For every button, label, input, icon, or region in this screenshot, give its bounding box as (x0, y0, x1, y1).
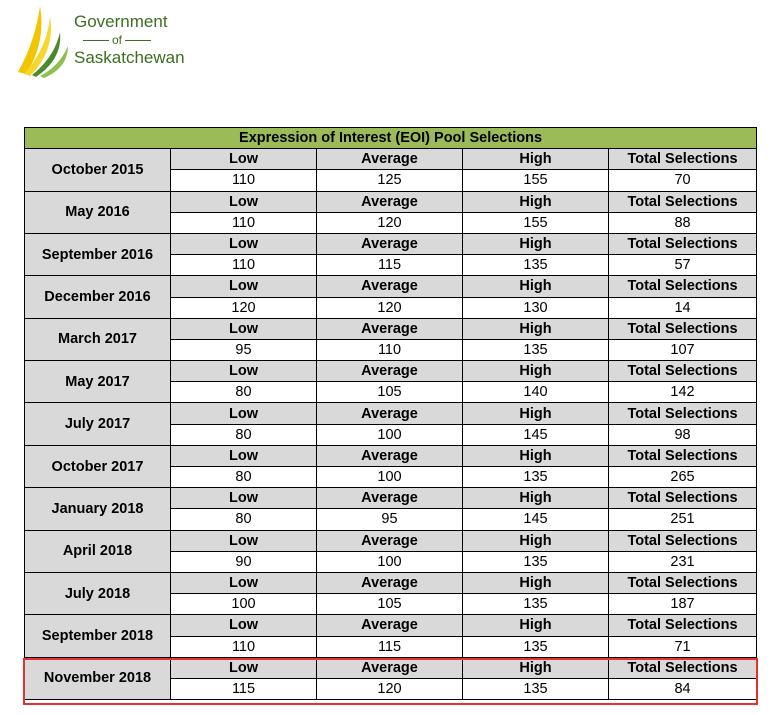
column-label: Average (317, 530, 463, 551)
column-label: High (463, 445, 609, 466)
average-value-cell: 100 (317, 424, 463, 445)
date-cell: October 2015 (25, 149, 171, 191)
average-value-cell: 120 (317, 297, 463, 318)
total-value-cell: 57 (609, 255, 757, 276)
total-value-cell: 142 (609, 382, 757, 403)
date-cell: December 2016 (25, 276, 171, 318)
average-value-cell: 100 (317, 467, 463, 488)
column-label: Total Selections (609, 403, 757, 424)
high-value-cell: 135 (463, 467, 609, 488)
column-label: High (463, 276, 609, 297)
eoi-selections-table (24, 127, 757, 700)
column-label: Average (317, 233, 463, 254)
column-label: Low (171, 149, 317, 170)
column-label: Low (171, 572, 317, 593)
total-value-cell: 98 (609, 424, 757, 445)
total-value-cell: 187 (609, 594, 757, 615)
table-row (25, 276, 757, 297)
date-cell: May 2016 (25, 191, 171, 233)
column-label: Low (171, 361, 317, 382)
table-row (25, 233, 757, 254)
total-value-cell: 107 (609, 339, 757, 360)
date-cell: October 2017 (25, 445, 171, 487)
total-value-cell: 84 (609, 678, 757, 699)
column-label: Average (317, 403, 463, 424)
column-label: Total Selections (609, 276, 757, 297)
column-label: Low (171, 615, 317, 636)
high-value-cell: 135 (463, 255, 609, 276)
table-row (25, 149, 757, 170)
logo-line-saskatchewan: Saskatchewan (74, 48, 185, 67)
column-label: Low (171, 403, 317, 424)
total-value-cell: 70 (609, 170, 757, 191)
column-label: High (463, 403, 609, 424)
column-label: High (463, 318, 609, 339)
table-title: Expression of Interest (EOI) Pool Selections (25, 128, 757, 149)
total-value-cell: 231 (609, 551, 757, 572)
table-row (25, 572, 757, 593)
low-value-cell: 100 (171, 594, 317, 615)
total-value-cell: 88 (609, 212, 757, 233)
column-label: Average (317, 657, 463, 678)
table-row (25, 403, 757, 424)
column-label: Average (317, 445, 463, 466)
high-value-cell: 135 (463, 551, 609, 572)
column-label: Average (317, 191, 463, 212)
date-cell: April 2018 (25, 530, 171, 572)
average-value-cell: 100 (317, 551, 463, 572)
column-label: Low (171, 488, 317, 509)
column-label: Average (317, 276, 463, 297)
average-value-cell: 115 (317, 255, 463, 276)
total-value-cell: 265 (609, 467, 757, 488)
column-label: Low (171, 530, 317, 551)
date-cell: September 2016 (25, 233, 171, 275)
column-label: Total Selections (609, 191, 757, 212)
date-cell: January 2018 (25, 488, 171, 530)
low-value-cell: 95 (171, 339, 317, 360)
column-label: Low (171, 445, 317, 466)
column-label: Low (171, 276, 317, 297)
date-cell: March 2017 (25, 318, 171, 360)
high-value-cell: 140 (463, 382, 609, 403)
column-label: Total Selections (609, 615, 757, 636)
table-row (25, 530, 757, 551)
column-label: Total Selections (609, 361, 757, 382)
column-label: Low (171, 318, 317, 339)
column-label: Average (317, 615, 463, 636)
column-label: Total Selections (609, 572, 757, 593)
low-value-cell: 115 (171, 678, 317, 699)
column-label: High (463, 488, 609, 509)
column-label: High (463, 572, 609, 593)
column-label: High (463, 233, 609, 254)
high-value-cell: 130 (463, 297, 609, 318)
column-label: High (463, 657, 609, 678)
low-value-cell: 120 (171, 297, 317, 318)
average-value-cell: 115 (317, 636, 463, 657)
table-row (25, 361, 757, 382)
table-row (25, 191, 757, 212)
column-label: Average (317, 572, 463, 593)
column-label: Total Selections (609, 149, 757, 170)
table-row (25, 615, 757, 636)
column-label: Low (171, 233, 317, 254)
column-label: Average (317, 318, 463, 339)
column-label: Total Selections (609, 318, 757, 339)
low-value-cell: 80 (171, 467, 317, 488)
high-value-cell: 135 (463, 678, 609, 699)
high-value-cell: 155 (463, 212, 609, 233)
total-value-cell: 251 (609, 509, 757, 530)
total-value-cell: 14 (609, 297, 757, 318)
total-value-cell: 71 (609, 636, 757, 657)
column-label: Average (317, 488, 463, 509)
column-label: Average (317, 149, 463, 170)
low-value-cell: 80 (171, 424, 317, 445)
high-value-cell: 135 (463, 339, 609, 360)
date-cell: July 2018 (25, 572, 171, 614)
column-label: Average (317, 361, 463, 382)
low-value-cell: 110 (171, 255, 317, 276)
table-row (25, 657, 757, 678)
high-value-cell: 145 (463, 424, 609, 445)
average-value-cell: 120 (317, 678, 463, 699)
low-value-cell: 80 (171, 382, 317, 403)
high-value-cell: 155 (463, 170, 609, 191)
average-value-cell: 120 (317, 212, 463, 233)
column-label: Total Selections (609, 488, 757, 509)
low-value-cell: 110 (171, 170, 317, 191)
low-value-cell: 110 (171, 212, 317, 233)
column-label: Total Selections (609, 657, 757, 678)
column-label: High (463, 361, 609, 382)
average-value-cell: 125 (317, 170, 463, 191)
date-cell: November 2018 (25, 657, 171, 699)
column-label: High (463, 530, 609, 551)
average-value-cell: 105 (317, 382, 463, 403)
low-value-cell: 110 (171, 636, 317, 657)
table-row (25, 318, 757, 339)
table-row (25, 445, 757, 466)
table-row (25, 488, 757, 509)
logo-line-government: Government (74, 12, 168, 31)
table-body (25, 149, 757, 700)
column-label: Total Selections (609, 530, 757, 551)
date-cell: May 2017 (25, 361, 171, 403)
high-value-cell: 135 (463, 594, 609, 615)
column-label: Total Selections (609, 445, 757, 466)
date-cell: July 2017 (25, 403, 171, 445)
saskatchewan-logo (14, 4, 194, 78)
wheat-leaf-icon (14, 4, 74, 78)
column-label: High (463, 149, 609, 170)
date-cell: September 2018 (25, 615, 171, 657)
high-value-cell: 145 (463, 509, 609, 530)
low-value-cell: 80 (171, 509, 317, 530)
average-value-cell: 110 (317, 339, 463, 360)
average-value-cell: 105 (317, 594, 463, 615)
high-value-cell: 135 (463, 636, 609, 657)
column-label: High (463, 615, 609, 636)
column-label: Total Selections (609, 233, 757, 254)
column-label: Low (171, 191, 317, 212)
column-label: High (463, 191, 609, 212)
low-value-cell: 90 (171, 551, 317, 572)
logo-line-of: of (112, 33, 123, 47)
column-label: Low (171, 657, 317, 678)
average-value-cell: 95 (317, 509, 463, 530)
